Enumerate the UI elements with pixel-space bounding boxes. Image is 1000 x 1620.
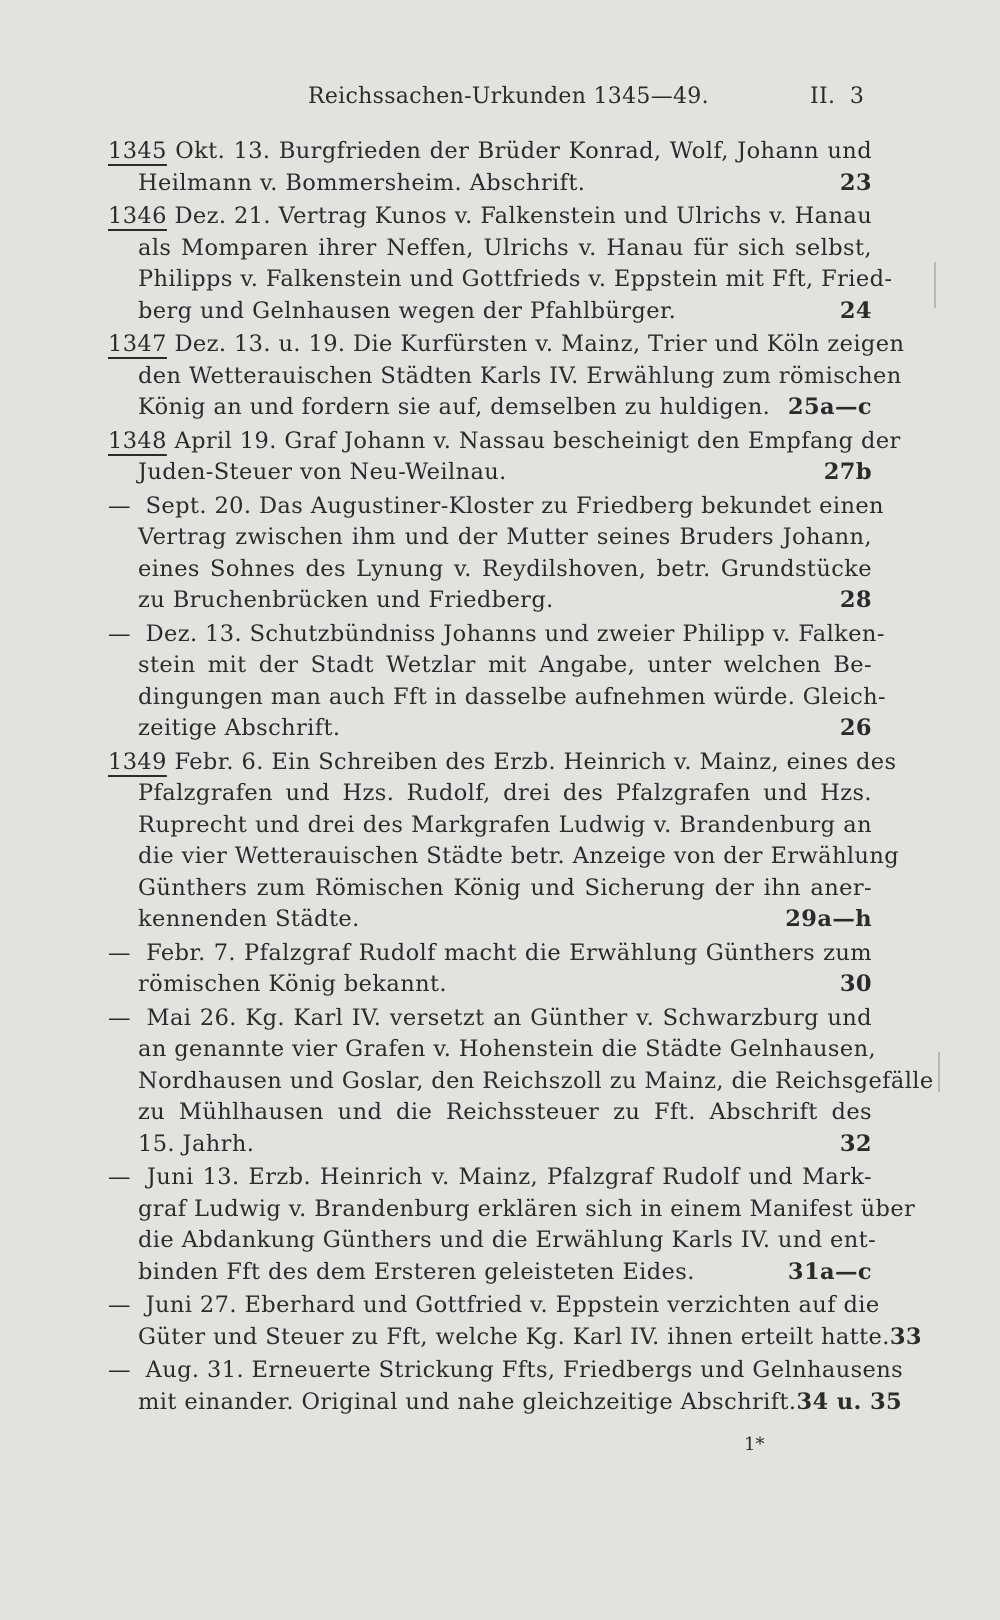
entry-text: berg und Gelnhausen wegen der Pfahlbürger.: [138, 297, 677, 324]
document-number: 31a—c: [787, 1258, 872, 1285]
entry-line: [138, 904, 872, 936]
document-number: 27b: [823, 459, 872, 485]
entry-text: Dez. 13. Schutzbündniss Johanns und zweier Philipp v. Falken-: [145, 620, 885, 647]
ditto-dash: —: [108, 1357, 131, 1383]
register-entry: [108, 201, 893, 327]
entry-year: 1348: [108, 427, 167, 454]
entry-text: Sept. 20. Das Augustiner-Kloster zu Friedberg bekundet einen: [145, 492, 884, 519]
entry-year: 1345: [108, 138, 167, 164]
entry-line: [138, 554, 872, 586]
entry-text: eines Sohnes des Lynung v. Reydilshoven, betr. Grundstücke: [138, 555, 872, 582]
register-entry: [108, 619, 886, 745]
register-entry: [108, 426, 901, 489]
entry-text: Dez. 21. Vertrag Kunos v. Falkenstein und Ulrichs v. Hanau: [174, 203, 873, 229]
entry-text: Günthers zum Römischen König und Sicherung der ihn aner-: [138, 874, 872, 901]
entry-line: [108, 1290, 880, 1322]
entry-text: stein mit der Stadt Wetzlar mit Angabe, unter welchen Be-: [138, 652, 872, 678]
header-section-page: [810, 84, 864, 109]
register-entry: [108, 1003, 934, 1161]
entry-line: [138, 873, 872, 905]
document-number: 30: [839, 971, 872, 997]
entry-line: [108, 1355, 904, 1387]
document-number: 29a—h: [785, 906, 872, 932]
document-number: 23: [839, 169, 872, 196]
entry-line: [138, 233, 872, 265]
entry-line: [138, 650, 872, 682]
document-number: 25a—c: [787, 394, 872, 420]
entry-text: mit einander. Original und nahe gleichzeitige Abschrift.: [138, 1388, 797, 1415]
page-number: 3: [849, 84, 865, 109]
entry-line: [138, 361, 902, 393]
margin-mark: [934, 262, 936, 308]
entry-text: Febr. 6. Ein Schreiben des Erzb. Heinrich v. Mainz, eines des: [174, 748, 897, 775]
entry-line: [138, 1257, 872, 1289]
header-section: II.: [810, 84, 836, 109]
entry-line: [108, 1162, 872, 1194]
entry-line: [138, 1322, 922, 1354]
register-entry: [108, 747, 900, 936]
register-entry: [108, 1162, 916, 1288]
entry-text: Güter und Steuer zu Fft, welche Kg. Karl IV. ihnen erteilt hatte.: [138, 1323, 890, 1350]
entry-text: zu Bruchenbrücken und Friedberg.: [138, 587, 554, 613]
entry-line: [138, 810, 872, 842]
entry-line: [108, 426, 901, 458]
entry-text: April 19. Graf Johann v. Nassau bescheinigt den Empfang der: [174, 427, 901, 454]
entry-text: binden Fft des dem Ersteren geleisteten Eides.: [138, 1258, 695, 1285]
entry-text: römischen König bekannt.: [138, 971, 447, 997]
ditto-dash: —: [108, 492, 131, 519]
register-entry: [108, 329, 905, 424]
register-entry: [108, 1355, 904, 1418]
entry-text: die Abdankung Günthers und die Erwählung Karls IV. und ent-: [138, 1227, 877, 1253]
entry-year: 1346: [108, 203, 167, 229]
entry-text: Juni 13. Erzb. Heinrich v. Mainz, Pfalzgraf Rudolf und Mark-: [146, 1164, 872, 1190]
entry-text: 15. Jahrh.: [138, 1130, 255, 1157]
entry-text: dingungen man auch Fft in dasselbe aufnehmen würde. Gleich-: [138, 683, 886, 710]
entry-line: [138, 522, 872, 554]
entry-line: [108, 747, 897, 779]
entry-line: [138, 1194, 916, 1226]
document-number: 28: [839, 587, 872, 613]
entry-line: [138, 1066, 934, 1098]
entry-text: Dez. 13. u. 19. Die Kurfürsten v. Mainz, Trier und Köln zeigen: [174, 331, 905, 357]
entry-line: [138, 392, 872, 424]
entry-line: [138, 969, 872, 1001]
entry-text: Febr. 7. Pfalzgraf Rudolf macht die Erwählung Günthers zum: [146, 939, 872, 966]
ditto-dash: —: [108, 939, 131, 966]
entry-text: Pfalzgrafen und Hzs. Rudolf, drei des Pfalzgrafen und Hzs.: [138, 780, 872, 806]
entry-line: [138, 682, 886, 714]
document-number: 24: [839, 297, 872, 324]
entry-text: Ruprecht und drei des Markgrafen Ludwig v. Brandenburg an: [138, 811, 872, 838]
entry-text: zeitige Abschrift.: [138, 715, 341, 741]
entry-line: [138, 457, 872, 489]
entry-line: [108, 491, 884, 523]
ditto-dash: —: [108, 620, 131, 647]
entry-line: [108, 329, 905, 361]
register-entry: [108, 491, 884, 617]
entry-line: [138, 841, 900, 873]
entry-line: [138, 264, 893, 296]
entry-line: [108, 938, 872, 970]
entry-text: graf Ludwig v. Brandenburg erklären sich in einem Manifest über: [138, 1195, 916, 1222]
entry-text: die vier Wetterauischen Städte betr. Anzeige von der Erwählung: [138, 843, 900, 869]
ditto-dash: —: [108, 1004, 131, 1031]
entry-text: Philipps v. Falkenstein und Gottfrieds v. Eppstein mit Fft, Fried-: [138, 266, 893, 292]
printer-signature: 1*: [744, 1434, 765, 1455]
entry-text: Aug. 31. Erneuerte Strickung Ffts, Friedbergs und Gelnhausens: [145, 1357, 904, 1383]
running-header: [108, 84, 868, 124]
entry-text: Okt. 13. Burgfrieden der Brüder Konrad, Wolf, Johann und: [175, 138, 872, 164]
document-number: 34 u. 35: [796, 1388, 903, 1415]
entry-line: [138, 296, 872, 328]
entry-line: [138, 713, 872, 745]
register-entries: [108, 136, 934, 1420]
ditto-dash: —: [108, 1164, 131, 1190]
entry-line: [108, 136, 872, 168]
entry-line: [138, 1225, 877, 1257]
entry-text: Mai 26. Kg. Karl IV. versetzt an Günther v. Schwarzburg und: [146, 1004, 872, 1031]
entry-text: als Momparen ihrer Neffen, Ulrichs v. Hanau für sich selbst,: [138, 234, 872, 261]
entry-text: an genannte vier Grafen v. Hohenstein die Städte Gelnhausen,: [138, 1036, 877, 1062]
entry-text: zu Mühlhausen und die Reichssteuer zu Fft. Abschrift des: [138, 1099, 872, 1125]
entry-text: Heilmann v. Bommersheim. Abschrift.: [138, 169, 586, 196]
register-entry: [108, 1290, 922, 1353]
entry-line: [138, 168, 872, 200]
entry-line: [108, 201, 872, 233]
entry-line: [138, 1129, 872, 1161]
entry-line: [138, 1387, 903, 1419]
entry-line: [138, 778, 872, 810]
entry-text: Juni 27. Eberhard und Gottfried v. Eppstein verzichten auf die: [145, 1292, 880, 1318]
register-entry: [108, 136, 872, 199]
document-number: 26: [839, 715, 872, 741]
register-entry: [108, 938, 872, 1001]
entry-line: [138, 1097, 872, 1129]
entry-year: 1349: [108, 748, 167, 775]
margin-mark: [938, 1052, 940, 1092]
entry-year: 1347: [108, 331, 167, 357]
entry-line: [138, 1034, 877, 1066]
entry-text: Nordhausen und Goslar, den Reichszoll zu Mainz, die Reichsgefälle: [138, 1067, 934, 1094]
ditto-dash: —: [108, 1292, 131, 1318]
document-number: 32: [839, 1130, 872, 1157]
entry-line: [108, 1003, 872, 1035]
entry-line: [138, 585, 872, 617]
entry-text: Juden-Steuer von Neu-Weilnau.: [138, 459, 507, 485]
entry-line: [108, 619, 885, 651]
entry-text: König an und fordern sie auf, demselben zu huldigen.: [138, 394, 771, 420]
header-title: Reichssachen-Urkunden 1345—49.: [308, 84, 709, 109]
document-number: 33: [889, 1323, 922, 1350]
entry-text: den Wetterauischen Städten Karls IV. Erwählung zum römischen: [138, 362, 902, 389]
entry-text: Vertrag zwischen ihm und der Mutter seines Bruders Johann,: [138, 524, 872, 550]
entry-text: kennenden Städte.: [138, 906, 360, 932]
